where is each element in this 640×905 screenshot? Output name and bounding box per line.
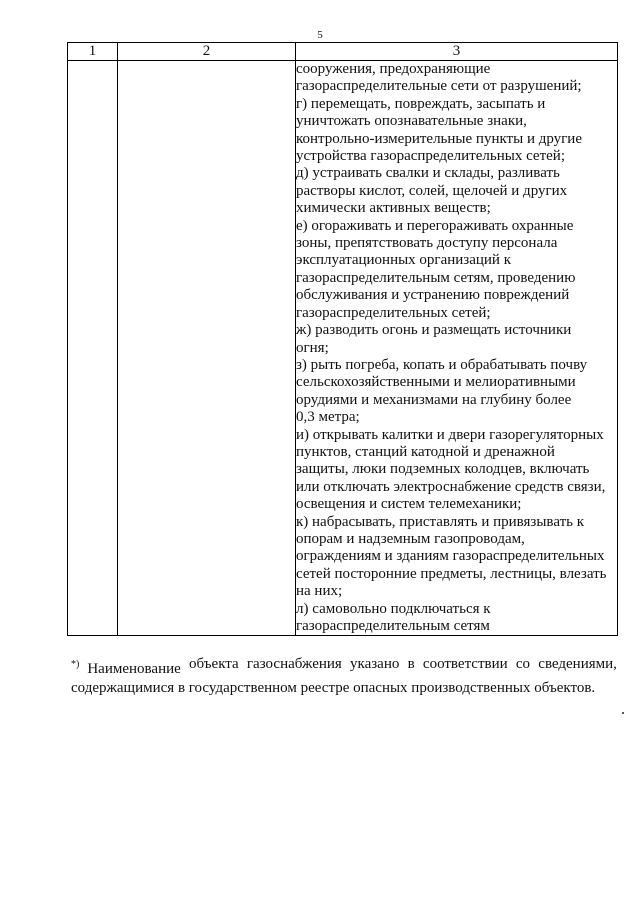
- text-line: 0,3 метра;: [296, 409, 360, 426]
- scan-speck: [622, 712, 624, 714]
- text-line: газораспределительным сетям, проведению: [296, 269, 576, 286]
- table-row: [68, 61, 618, 636]
- footnote-word: Наименование: [87, 661, 181, 677]
- text-line: на них;: [296, 583, 343, 600]
- text-line: зоны, препятствовать доступу персонала: [296, 235, 558, 252]
- text-line: растворы кислот, солей, щелочей и других: [296, 182, 568, 199]
- text-line: газораспределительным сетям: [296, 618, 490, 634]
- footnote: [71, 655, 617, 698]
- text-line: з) рыть погреба, копать и обрабатывать почву: [296, 356, 588, 373]
- column-1-cell: [68, 61, 118, 636]
- text-line: ограждениям и зданиям газораспределительных: [296, 548, 605, 565]
- text-line: газораспределительные сети от разрушений;: [296, 78, 582, 95]
- footnote-word: сведениями,: [538, 656, 617, 672]
- page-number: 5: [317, 29, 323, 41]
- text-line: опорам и надземным газопроводам,: [296, 530, 525, 547]
- table-header-row: [68, 43, 618, 61]
- footnote-first-word-group: [71, 655, 181, 679]
- footnote-word: газоснабжения: [246, 656, 342, 672]
- text-line: л) самовольно подключаться к: [296, 600, 491, 617]
- footnote-line-2: содержащимися в государственном реестре опасных производственных объектов.: [71, 680, 596, 696]
- text-line: эксплуатационных организаций к: [296, 252, 511, 269]
- text-line: ж) разводить огонь и размещать источники: [296, 322, 572, 339]
- text-line: орудиями и механизмами на глубину более: [296, 391, 572, 408]
- text-line: газораспределительных сетей;: [296, 304, 491, 321]
- text-line: защиты, люки подземных колодцев, включать: [296, 461, 590, 478]
- text-line: устройства газораспределительных сетей;: [296, 148, 565, 165]
- restrictions-text: [296, 61, 617, 635]
- text-line: г) перемещать, повреждать, засыпать и: [296, 95, 546, 112]
- text-line: обслуживания и устранению повреждений: [296, 287, 570, 304]
- text-line: е) огораживать и перегораживать охранные: [296, 217, 574, 234]
- column-header-3: 3: [296, 43, 618, 61]
- text-line: и) открывать калитки и двери газорегуляторных: [296, 426, 604, 443]
- footnote-word: в: [407, 656, 415, 672]
- footnote-word: со: [515, 656, 531, 672]
- footnote-word: объекта: [189, 656, 239, 672]
- text-line: сетей посторонние предметы, лестницы, влезать: [296, 565, 607, 582]
- text-line: к) набрасывать, приставлять и привязывать к: [296, 513, 585, 530]
- text-line: пунктов, станций катодной и дренажной: [296, 443, 555, 460]
- text-line: химически активных веществ;: [296, 200, 491, 217]
- restrictions-table: [67, 42, 618, 636]
- footnote-marker: *): [71, 659, 80, 670]
- column-3-cell: [296, 61, 618, 636]
- column-2-cell: [118, 61, 296, 636]
- footnote-word: указано: [350, 656, 400, 672]
- text-line: освещения и систем телемеханики;: [296, 496, 522, 513]
- column-header-1: 1: [68, 43, 118, 61]
- text-line: огня;: [296, 339, 329, 356]
- text-line: сооружения, предохраняющие: [296, 61, 491, 77]
- footnote-line-1: [71, 655, 617, 679]
- footnote-word: соответствии: [422, 656, 508, 672]
- text-line: уничтожать опознавательные знаки,: [296, 113, 527, 130]
- text-line: сельскохозяйственными и мелиоративными: [296, 374, 576, 391]
- text-line: д) устраивать свалки и склады, разливать: [296, 165, 560, 182]
- text-line: или отключать электроснабжение средств связи,: [296, 478, 606, 495]
- text-line: контрольно-измерительные пункты и другие: [296, 130, 582, 147]
- column-header-2: 2: [118, 43, 296, 61]
